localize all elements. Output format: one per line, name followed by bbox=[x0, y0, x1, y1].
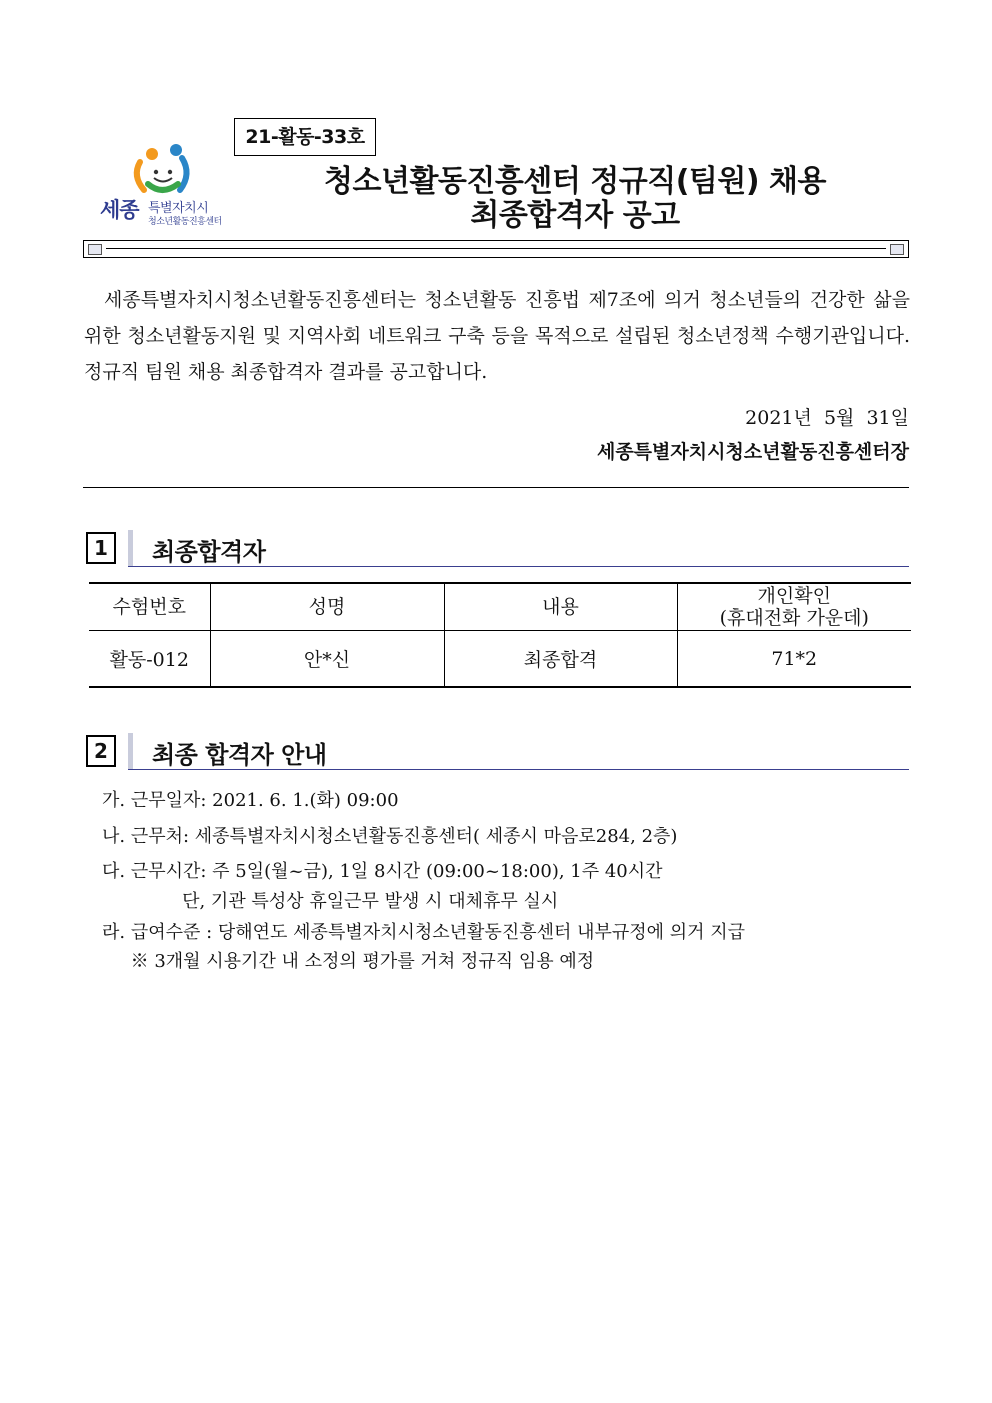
section1-underline bbox=[128, 566, 909, 567]
section2-title: 최종 합격자 안내 bbox=[152, 741, 327, 769]
title-decoration-bar bbox=[83, 240, 909, 258]
page-title-line2: 최종합격자 공고 bbox=[470, 198, 680, 233]
document-number: 21-활동-33호 bbox=[234, 118, 376, 156]
section2-number: 2 bbox=[86, 735, 116, 767]
announcement-date: 2021년 5월 31일 bbox=[745, 407, 909, 429]
info-item-probation-note: ※ 3개월 시용기간 내 소정의 평가를 거쳐 정규직 임용 예정 bbox=[102, 951, 595, 972]
col-header-personal-check-main: 개인확인 bbox=[757, 585, 831, 607]
table-header-row bbox=[89, 583, 911, 631]
cell-personal-check: 71*2 bbox=[677, 631, 911, 688]
cell-name: 안*신 bbox=[210, 631, 444, 688]
cell-exam-number: 활동-012 bbox=[89, 631, 210, 688]
table-row bbox=[89, 631, 911, 688]
col-header-content: 내용 bbox=[444, 583, 677, 631]
col-header-exam-number: 수험번호 bbox=[89, 583, 210, 631]
logo-main-text: 세종 bbox=[100, 198, 139, 222]
col-header-name: 성명 bbox=[210, 583, 444, 631]
section1-number: 1 bbox=[86, 532, 116, 564]
logo-figure-icon bbox=[137, 144, 187, 190]
result-table bbox=[89, 582, 911, 688]
bar-left-square bbox=[88, 244, 102, 255]
col-header-personal-check bbox=[677, 583, 911, 631]
section1-title: 최종합격자 bbox=[152, 538, 266, 566]
section2-accent bbox=[128, 733, 133, 769]
bar-line bbox=[106, 248, 886, 249]
bar-right-square bbox=[890, 244, 904, 255]
section1-accent bbox=[128, 530, 133, 566]
logo-side-text: 특별자치시 bbox=[148, 201, 209, 216]
divider bbox=[83, 487, 909, 488]
info-item-work-hours-note: 단, 기관 특성상 휴일근무 발생 시 대체휴무 실시 bbox=[102, 891, 559, 912]
col-header-personal-check-sub: (휴대전화 가운데) bbox=[719, 607, 869, 629]
issuer-name: 세종특별자치시청소년활동진흥센터장 bbox=[596, 441, 909, 463]
info-item-work-hours: 다. 근무시간: 주 5일(월~금), 1일 8시간 (09:00~18:00), 1주 40시간 bbox=[102, 861, 663, 882]
cell-content: 최종합격 bbox=[444, 631, 677, 688]
logo-sub-text: 청소년활동진흥센터 bbox=[148, 217, 222, 227]
info-item-workplace: 나. 근무처: 세종특별자치시청소년활동진흥센터( 세종시 마음로284, 2층) bbox=[102, 826, 678, 847]
info-item-work-date: 가. 근무일자: 2021. 6. 1.(화) 09:00 bbox=[102, 790, 399, 811]
intro-paragraph: 세종특별자치시청소년활동진흥센터는 청소년활동 진흥법 제7조에 의거 청소년들의 건강한 삶을 위한 청소년활동지원 및 지역사회 네트워크 구축 등을 목적으로 설립된 청소년정책 수행기관입니다. 정규직 팀원 채용 최종합격자 결과를 공고합니다. bbox=[84, 289, 910, 383]
section2-underline bbox=[128, 769, 909, 770]
page-title-line1: 청소년활동진흥센터 정규직(팀원) 채용 bbox=[324, 164, 826, 199]
info-item-salary: 라. 급여수준 : 당해연도 세종특별자치시청소년활동진흥센터 내부규정에 의거 지급 bbox=[102, 922, 746, 943]
